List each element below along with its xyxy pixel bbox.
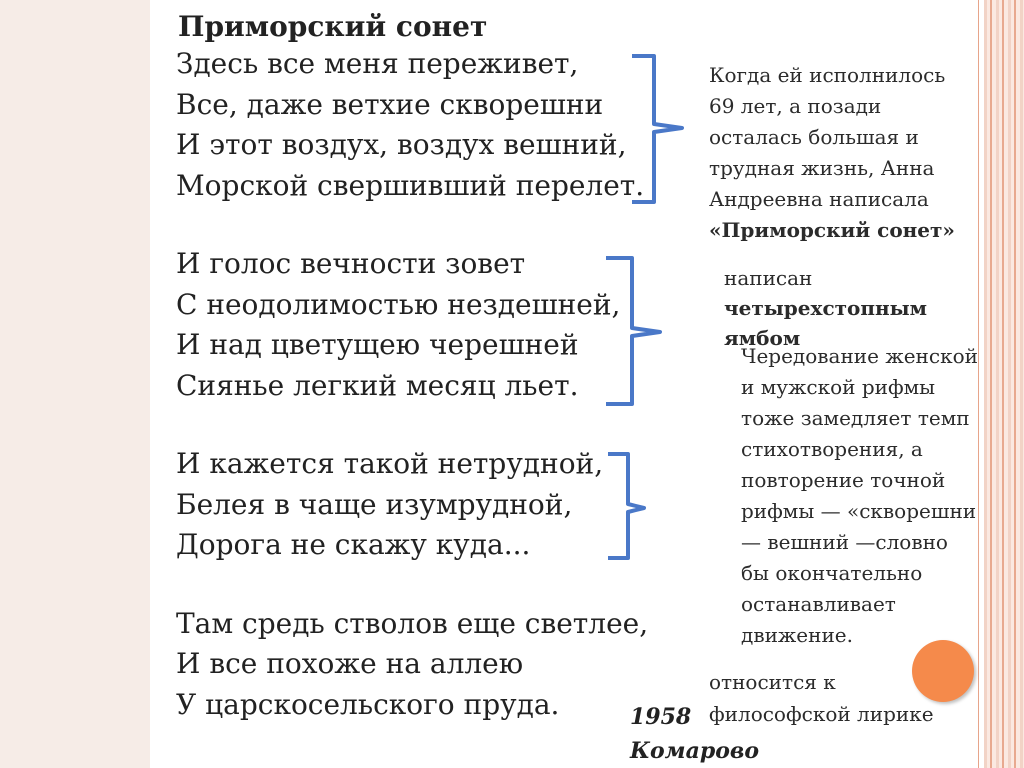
note-line: повторение точной (741, 468, 946, 492)
stanza-4 (176, 604, 648, 726)
note-line: трудная жизнь, Анна (709, 156, 935, 180)
decorative-stripe-line (978, 0, 979, 768)
poem-line: Здесь все меня переживет, (176, 47, 579, 80)
bracket-stanza-1 (628, 52, 688, 208)
stanza-2 (176, 244, 648, 406)
note-line: осталась большая и (709, 125, 919, 149)
note-line: написан (724, 266, 813, 290)
stanza-3 (176, 444, 648, 566)
poem-line: Сиянье легкий месяц льет. (176, 368, 579, 402)
note-line: рифмы — «скворешни (741, 499, 977, 523)
poem-line: Все, даже ветхие скворешни (176, 87, 604, 121)
note-line: стихотворения, а (741, 437, 923, 461)
note-line: — вешний —словно (741, 530, 948, 554)
poem (176, 10, 648, 725)
bracket-stanza-2 (602, 254, 664, 410)
poem-line: И голос вечности зовет (176, 247, 526, 280)
poem-line: Белея в чаще изумрудной, (176, 487, 573, 521)
decorative-stripes (984, 0, 1024, 768)
signature-place: Комарово (630, 738, 760, 764)
note-bold-line: четырехстопным (724, 296, 928, 320)
note-line: тоже замедляет темп (741, 406, 970, 430)
poem-line: И над цветущею черешней (176, 328, 579, 361)
note-line: и мужской рифмы (741, 375, 936, 399)
note-line: Когда ей исполнилось (709, 63, 946, 87)
note-meter (724, 263, 927, 353)
note-line: движение. (741, 623, 853, 647)
poem-line: Дорога не скажу куда... (176, 528, 531, 561)
stanza-1 (176, 44, 648, 206)
note-line: 69 лет, а позади (709, 94, 882, 118)
note-line: Чередование женской (741, 344, 978, 368)
poem-line: И кажется такой нетрудной, (176, 447, 604, 480)
left-panel-background (0, 0, 150, 768)
note-line: философской лирике (709, 702, 934, 726)
poem-line: С неодолимостью нездешней, (176, 287, 621, 321)
poem-line: Там средь стволов еще светлее, (176, 606, 649, 640)
bracket-stanza-3 (604, 450, 648, 564)
note-line: останавливает (741, 592, 896, 616)
note-line: Андреевна написала (709, 187, 929, 211)
signature-year: 1958 (630, 704, 692, 730)
poem-line: Морской свершивший перелет. (176, 168, 645, 202)
note-bold-line: ямбом (724, 326, 801, 350)
note-bold-line: «Приморский сонет» (709, 218, 955, 242)
poem-line: И все похоже на аллею (176, 647, 524, 680)
note-rhyme (741, 341, 978, 651)
poem-title: Приморский сонет (178, 10, 488, 43)
note-line: бы окончательно (741, 561, 923, 585)
signature (630, 700, 759, 768)
note-context (709, 60, 955, 246)
note-line: относится к (709, 670, 836, 694)
poem-line: И этот воздух, воздух вешний, (176, 128, 627, 161)
poem-line: У царскосельского пруда. (176, 687, 560, 721)
